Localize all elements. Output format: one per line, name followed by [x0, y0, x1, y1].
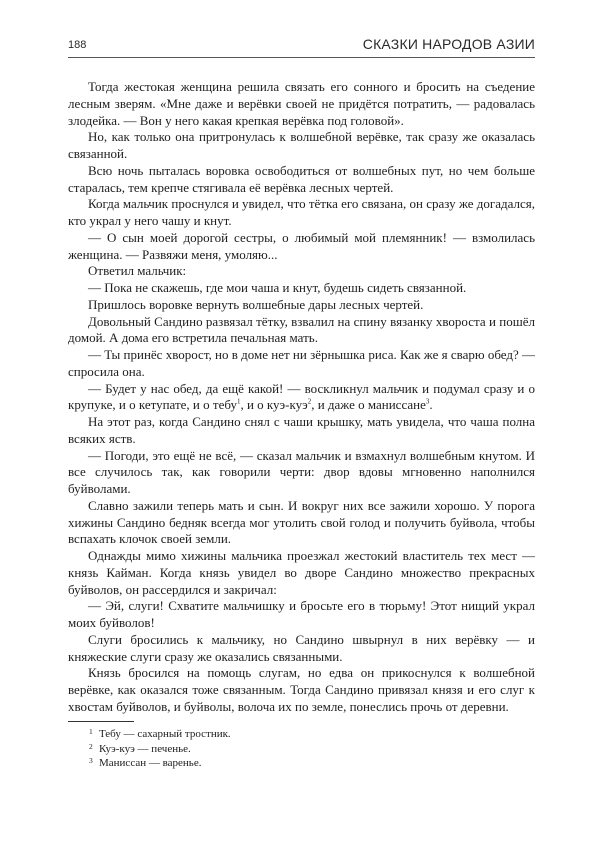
footnote-text: Куэ-куэ — печенье.: [99, 742, 191, 755]
footnote-number: 2: [89, 741, 93, 751]
paragraph: — Эй, слуги! Схватите мальчишку и бросьте его в тюрьму! Этот нищий украл моих буйволов!: [68, 598, 535, 630]
footnote-text: Маниссан — варенье.: [99, 757, 202, 769]
paragraph: Всю ночь пыталась воровка освободиться от волшебных пут, но чем больше старалась, тем крепче стягивала её верёвка лесных чертей.: [68, 162, 535, 195]
paragraph: Князь бросился на помощь слугам, но едва он прикоснулся к волшебной верёвке, как оказался тоже связанным. Тогда Сандино привязал князя и его слуг к хвостам буйволов, и буйволы, волоча их по земле, понеслись прочь от деревни.: [68, 665, 535, 714]
paragraph: — Ты принёс хворост, но в доме нет ни зёрнышка риса. Как же я сварю обед? — спросила она.: [68, 347, 536, 379]
footnote: [68, 742, 535, 757]
story-text: [68, 79, 535, 716]
paragraph: Пришлось воровке вернуть волшебные дары лесных чертей.: [88, 296, 424, 312]
footnote-ref[interactable]: 2: [307, 397, 312, 406]
paragraph-text: , и даже о маниссане: [311, 397, 426, 413]
paragraph: Но, как только она притронулась к волшебной верёвке, так сразу же оказалась связанной.: [68, 129, 535, 161]
paragraph: — Погоди, это ещё не всё, — сказал мальчик и взмахнул волшебным кнутом. И все случилось так, как говорили черти: двор вдовы мгновенно наполнился буйволами.: [68, 447, 535, 496]
paragraph: Слуги бросились к мальчику, но Сандино швырнул в них верёвку — и княжеские слуги сразу же оказались связанными.: [68, 631, 535, 664]
paragraph: Ответил мальчик:: [88, 263, 187, 279]
footnote-number: 1: [89, 727, 93, 736]
paragraph-with-footnotes: [68, 381, 535, 415]
paragraph-text: , и о куэ-куэ: [240, 397, 308, 413]
paragraph-text: .: [429, 397, 433, 413]
footnote-number: 3: [89, 756, 93, 765]
paragraph: — Пока не скажешь, где мои чаша и кнут, будешь сидеть связанной.: [88, 280, 467, 295]
footnote-ref[interactable]: 1: [236, 397, 241, 406]
paragraph: Довольный Сандино развязал тётку, взвалил на спину вязанку хвороста и пошёл домой. А дома его встретила печальная мать.: [68, 313, 535, 346]
paragraph: Славно зажили теперь мать и сын. И вокруг них все зажили хорошо. У порога хижины Сандино бедняк всегда мог утолить свой голод и получить буйвола, чтобы вспахать клочок своей земли.: [68, 497, 535, 547]
page-number: 188: [68, 39, 87, 51]
footnote-rule: [68, 721, 134, 722]
running-title: СКАЗКИ НАРОДОВ АЗИИ: [362, 36, 535, 52]
paragraph: — О сын моей дорогой сестры, о любимый мой племянник! — взмолилась женщина. — Развяжи меня, умоляю...: [68, 229, 535, 262]
footnotes: [68, 727, 535, 771]
paragraph: На этот раз, когда Сандино снял с чаши крышку, мать увидела, что чаша полна всяких яств.: [68, 414, 535, 446]
paragraph-text: — Будет у нас обед, да ещё какой! — воскликнул мальчик и подумал сразу и о крупуке, и о кетупате, и о тебу: [68, 380, 535, 413]
footnote: [68, 756, 535, 771]
footnote: [68, 727, 535, 742]
header-rule: [68, 57, 535, 58]
paragraph: Однажды мимо хижины мальчика проезжал жестокий властитель тех мест — князь Кайман. Когда князь увидел во дворе Сандино множество прекрасных буйволов, он рассердился и закричал:: [68, 548, 535, 597]
paragraph: Тогда жестокая женщина решила связать его сонного и бросить на съедение лесным зверям. «Мне даже и верёвки своей не придётся потратить, — радовалась злодейка. — Вон у него какая крепкая верёвка под головой».: [68, 79, 535, 128]
footnote-ref[interactable]: 3: [425, 397, 430, 406]
paragraph: Когда мальчик проснулся и увидел, что тётка его связана, он сразу же догадался, кто украл у него чашу и кнут.: [68, 196, 535, 228]
footnote-text: Тебу — сахарный тростник.: [99, 728, 231, 740]
